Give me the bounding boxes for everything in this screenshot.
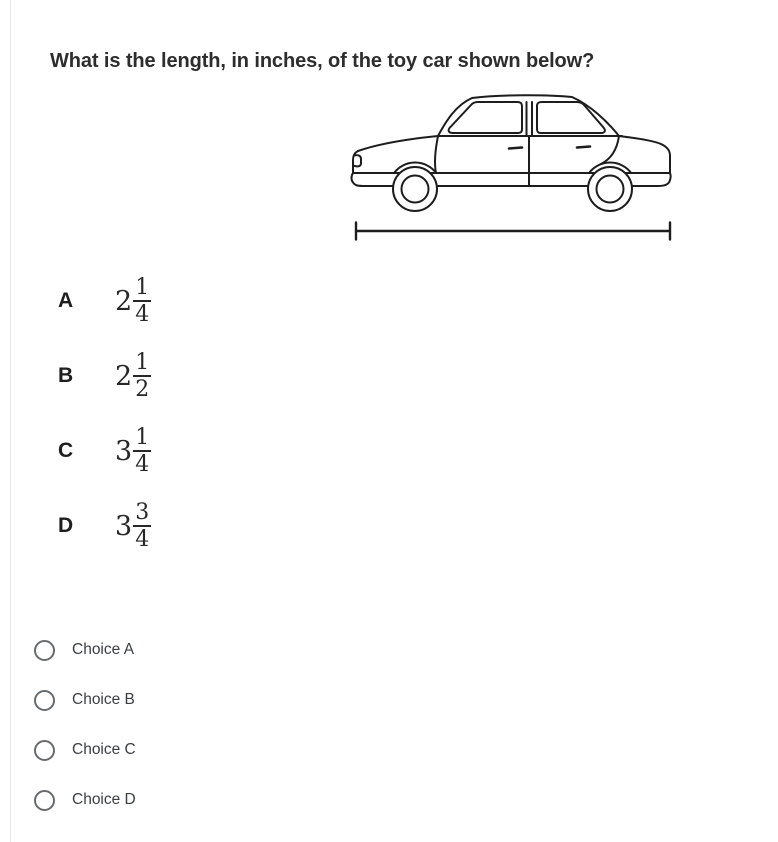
fraction (133, 501, 151, 551)
option-row-a (58, 272, 151, 330)
radio-choice-b[interactable] (34, 689, 136, 711)
option-value-a (115, 276, 151, 326)
page-left-border (10, 0, 11, 842)
answer-options (58, 272, 151, 572)
car-body-outline (358, 95, 670, 173)
radio-button-icon[interactable] (34, 790, 55, 811)
fraction-numerator: 1 (135, 424, 150, 450)
whole-number: 3 (115, 435, 133, 467)
option-letter-c: C (58, 439, 74, 462)
radio-label[interactable]: Choice A (72, 641, 135, 658)
option-row-c (58, 422, 151, 480)
option-row-d (58, 497, 151, 555)
option-letter-b: B (58, 364, 74, 387)
radio-label[interactable]: Choice D (72, 791, 136, 808)
car-rear-window (537, 102, 605, 133)
fraction-denominator: 4 (135, 452, 150, 477)
option-letter-d: D (58, 514, 74, 537)
fraction-denominator: 2 (135, 377, 150, 402)
measurement-line (356, 223, 670, 240)
option-value-d (115, 501, 151, 551)
option-row-b (58, 347, 151, 405)
fraction-numerator: 3 (135, 499, 150, 525)
car-rear-quarter-curve (601, 136, 619, 164)
fraction-numerator: 1 (135, 349, 150, 375)
radio-choice-a[interactable] (34, 639, 136, 661)
radio-button-icon[interactable] (34, 640, 55, 661)
whole-number: 2 (115, 285, 133, 317)
toy-car-figure (350, 93, 680, 245)
fraction-denominator: 4 (135, 302, 150, 327)
fraction (133, 351, 151, 401)
fraction (133, 276, 151, 326)
whole-number: 3 (115, 510, 133, 542)
toy-car-illustration (350, 93, 680, 245)
car-rear-wheel (588, 167, 632, 211)
car-door-handles (509, 147, 590, 149)
radio-choice-c[interactable] (34, 739, 136, 761)
car-headlight (354, 155, 361, 166)
radio-choice-d[interactable] (34, 789, 136, 811)
car-front-wheel (393, 167, 437, 211)
radio-button-icon[interactable] (34, 740, 55, 761)
car-front-door-edge (435, 136, 438, 173)
car-b-pillar (527, 102, 533, 136)
radio-label[interactable]: Choice C (72, 741, 136, 758)
fraction-denominator: 4 (135, 527, 150, 552)
fraction (133, 426, 151, 476)
radio-button-icon[interactable] (34, 690, 55, 711)
option-value-c (115, 426, 151, 476)
question-text: What is the length, in inches, of the toy car shown below? (50, 50, 595, 72)
whole-number: 2 (115, 360, 133, 392)
option-value-b (115, 351, 151, 401)
option-letter-a: A (58, 289, 74, 312)
choice-radio-group (34, 639, 136, 839)
radio-label[interactable]: Choice B (72, 691, 135, 708)
fraction-numerator: 1 (135, 274, 150, 300)
